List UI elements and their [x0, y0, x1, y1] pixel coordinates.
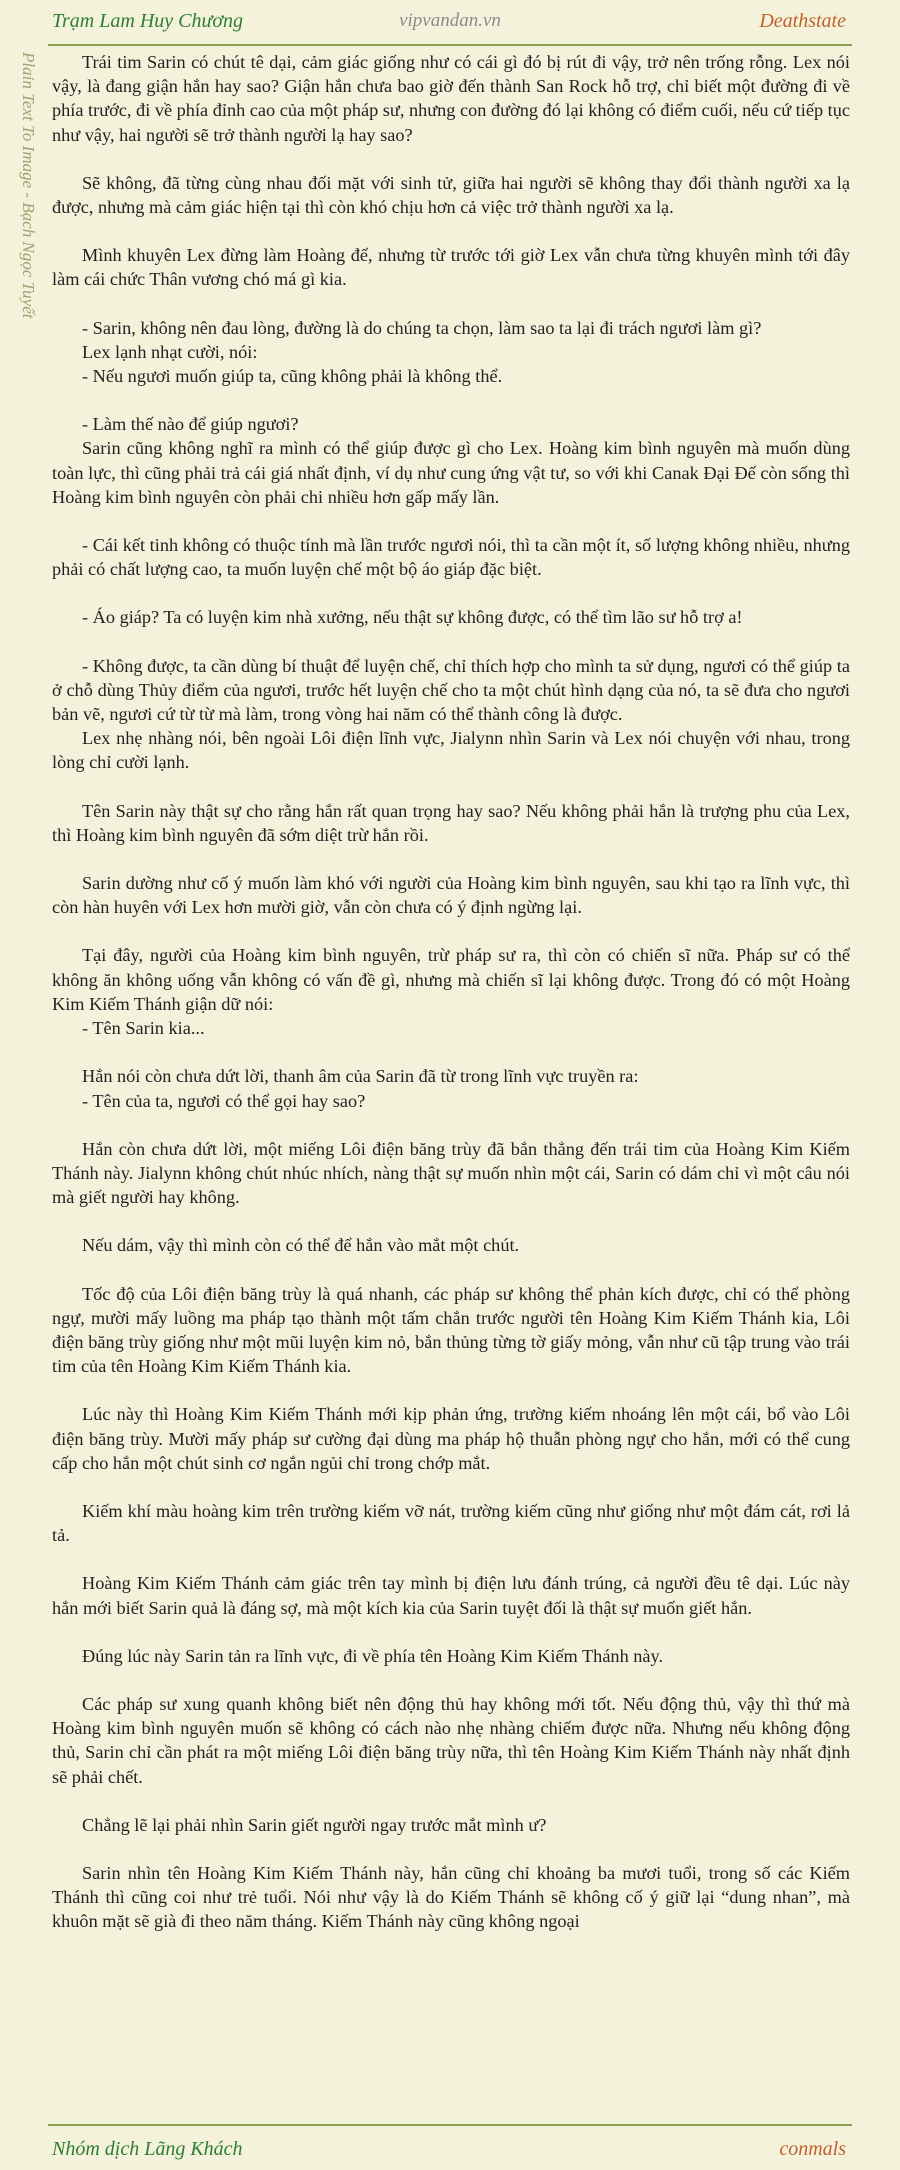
paragraph: Tại đây, người của Hoàng kim bình nguyên, trừ pháp sư ra, thì còn có chiến sĩ nữa. Pháp sư có thể không ăn không uống vẫn không có vấn đề gì, nhưng mà chiến sĩ lại không được. Trong đó có một Hoàng Kim Kiếm Thánh giận dữ nói:	[52, 945, 850, 1014]
paragraph: Chẳng lẽ lại phải nhìn Sarin giết người ngay trước mắt mình ư?	[82, 1814, 547, 1835]
paragraph: Sẽ không, đã từng cùng nhau đối mặt với sinh tử, giữa hai người sẽ không thay đổi thành người xa lạ được, nhưng mà cảm giác hiện tại thì còn khó chịu hơn cả việc trở thành người xa lạ.	[52, 172, 850, 218]
paragraph: Kiếm khí màu hoàng kim trên trường kiếm vỡ nát, trường kiếm cũng như giống như một đám cát, rơi lả tả.	[52, 1500, 850, 1546]
paragraph: - Cái kết tinh không có thuộc tính mà lần trước ngươi nói, thì ta cần một ít, số lượng không nhiều, nhưng phải có chất lượng cao, ta muốn luyện chế một bộ áo giáp đặc biệt.	[52, 535, 850, 580]
paragraph: - Tên Sarin kia...	[82, 1018, 205, 1039]
paragraph: Tốc độ của Lôi điện băng trùy là quá nhanh, các pháp sư không thể phản kích được, chỉ có thể phòng ngự, mười mấy luồng ma pháp tạo thành một tấm chắn trước người tên Hoàng Kim Kiếm Thánh kia, Lôi điện băng trùy giống như một mũi luyện kim nỏ, bắn thủng từng tờ giấy mỏng, vẫn như cũ tập trung vào trái tim của tên Hoàng Kim Kiếm Thánh kia.	[52, 1283, 850, 1377]
paragraph: Hắn còn chưa dứt lời, một miếng Lôi điện băng trùy đã bắn thẳng đến trái tim của Hoàng Kim Kiếm Thánh này. Jialynn không chút nhúc nhích, nàng thật sự muốn nhìn một cái, Sarin có dám chỉ vì một câu nói mà giết người hay không.	[52, 1138, 850, 1208]
page-footer	[0, 2126, 900, 2170]
paragraph: - Nếu ngươi muốn giúp ta, cũng không phải là không thể.	[82, 366, 503, 387]
paragraph: Lúc này thì Hoàng Kim Kiếm Thánh mới kịp phản ứng, trường kiếm nhoáng lên một cái, bổ vào Lôi điện băng trùy. Mười mấy pháp sư cường đại dùng ma pháp hộ thuẫn phòng ngự cho hắn, mới có thể cung cấp cho hắn một chút sinh cơ ngắn ngủi chỉ trong chớp mắt.	[52, 1404, 850, 1473]
header-site-name: Trạm Lam Huy Chương	[52, 10, 244, 32]
paragraph: - Tên của ta, ngươi có thể gọi hay sao?	[82, 1090, 366, 1111]
paragraph: - Sarin, không nên đau lòng, đường là do chúng ta chọn, làm sao ta lại đi trách ngươi làm gì?	[82, 317, 762, 338]
footer-translator: Nhóm dịch Lãng Khách	[52, 2138, 243, 2160]
paragraph: Lex nhẹ nhàng nói, bên ngoài Lôi điện lĩnh vực, Jialynn nhìn Sarin và Lex nói chuyện với nhau, trong lòng chỉ cười lạnh.	[52, 728, 850, 773]
paragraph: Hắn nói còn chưa dứt lời, thanh âm của Sarin đã từ trong lĩnh vực truyền ra:	[82, 1066, 639, 1087]
side-watermark-label: Plain Text To Image - Bạch Ngọc Tuyết	[19, 52, 38, 319]
paragraph: - Áo giáp? Ta có luyện kim nhà xưởng, nếu thật sự không được, có thể tìm lão sư hỗ trợ a!	[82, 607, 743, 628]
paragraph: Sarin nhìn tên Hoàng Kim Kiếm Thánh này, hắn cũng chỉ khoảng ba mươi tuổi, trong số các Kiếm Thánh thì cũng coi như trẻ tuổi. Nói như vậy là do Kiếm Thánh sẽ không cố ý giữ lại “dung nhan”, mà khuôn mặt sẽ già đi theo năm tháng. Kiếm Thánh này cũng không ngoại	[52, 1862, 850, 1932]
paragraph: Sarin dường như cố ý muốn làm khó với người của Hoàng kim bình nguyên, sau khi tạo ra lĩnh vực, thì còn hàn huyên với Lex hơn mười giờ, vẫn còn chưa có ý định ngừng lại.	[52, 873, 850, 918]
header-divider	[48, 44, 852, 46]
paragraph: Đúng lúc này Sarin tản ra lĩnh vực, đi về phía tên Hoàng Kim Kiếm Thánh này.	[82, 1645, 664, 1666]
paragraph: - Làm thế nào để giúp ngươi?	[82, 414, 299, 435]
story-text	[52, 50, 850, 2122]
paragraph: Lex lạnh nhạt cười, nói:	[82, 341, 258, 362]
paragraph: Tên Sarin này thật sự cho rằng hắn rất quan trọng hay sao? Nếu không phải hắn là trượng phu của Lex, thì Hoàng kim bình nguyên đã sớm diệt trừ hắn rồi.	[52, 800, 850, 845]
paragraph: - Không được, ta cần dùng bí thuật để luyện chế, chỉ thích hợp cho mình ta sử dụng, ngươi có thể giúp ta ở chỗ dùng Thủy điểm của ngươi, trước hết luyện chế cho ta một chút hình dạng của nó, ta sẽ đưa cho ngươi bản vẽ, ngươi cứ từ từ mà làm, trong vòng hai năm có thể thành công là được.	[52, 655, 850, 725]
paragraph: Các pháp sư xung quanh không biết nên động thủ hay không mới tốt. Nếu động thủ, vậy thì thứ mà Hoàng kim bình nguyên muốn sẽ không có cách nào nhẹ nhàng chiếm được nữa. Nhưng nếu không động thủ, Sarin chỉ cần phát ra một miếng Lôi điện băng trùy nữa, thì tên Hoàng Kim Kiếm Thánh này nhất định sẽ phải chết.	[52, 1693, 850, 1787]
paragraph: Trái tim Sarin có chút tê dại, cảm giác giống như có cái gì đó bị rút đi vậy, trở nên trống rỗng. Lex nói vậy, là đang giận hắn hay sao? Giận hắn chưa bao giờ đến thành San Rock hỗ trợ, chỉ biết một đường đi về phía trước, đi về phía đỉnh cao của một pháp sư, nhưng con đường đó lại không có điểm cuối, nếu cứ tiếp tục như vậy, hai người sẽ trở thành người lạ hay sao?	[52, 52, 850, 145]
header-author: Deathstate	[759, 10, 846, 32]
footer-editor: conmals	[779, 2138, 846, 2160]
paragraph: Hoàng Kim Kiếm Thánh cảm giác trên tay mình bị điện lưu đánh trúng, cả người đều tê dại. Lúc này hắn mới biết Sarin quả là đáng sợ, mà một kích kia của Sarin tuyệt đối là thật sự muốn giết hắn.	[52, 1573, 850, 1618]
paragraph: Mình khuyên Lex đừng làm Hoàng đế, nhưng từ trước tới giờ Lex vẫn chưa từng khuyên mình tới đây làm cái chức Thân vương chó má gì kia.	[52, 245, 850, 290]
paragraph: Nếu dám, vậy thì mình còn có thể để hắn vào mắt một chút.	[82, 1235, 520, 1256]
header-website: vipvandan.vn	[399, 10, 501, 31]
page-header	[0, 0, 900, 46]
paragraph: Sarin cũng không nghĩ ra mình có thể giúp được gì cho Lex. Hoàng kim bình nguyên mà muốn dùng toàn lực, thì cũng phải trả cái giá nhất định, ví dụ như cung ứng vật tư, so với khi Canak Đại Đế còn sống thì Hoàng kim bình nguyên còn phải chi nhiều hơn gấp mấy lần.	[52, 438, 850, 507]
